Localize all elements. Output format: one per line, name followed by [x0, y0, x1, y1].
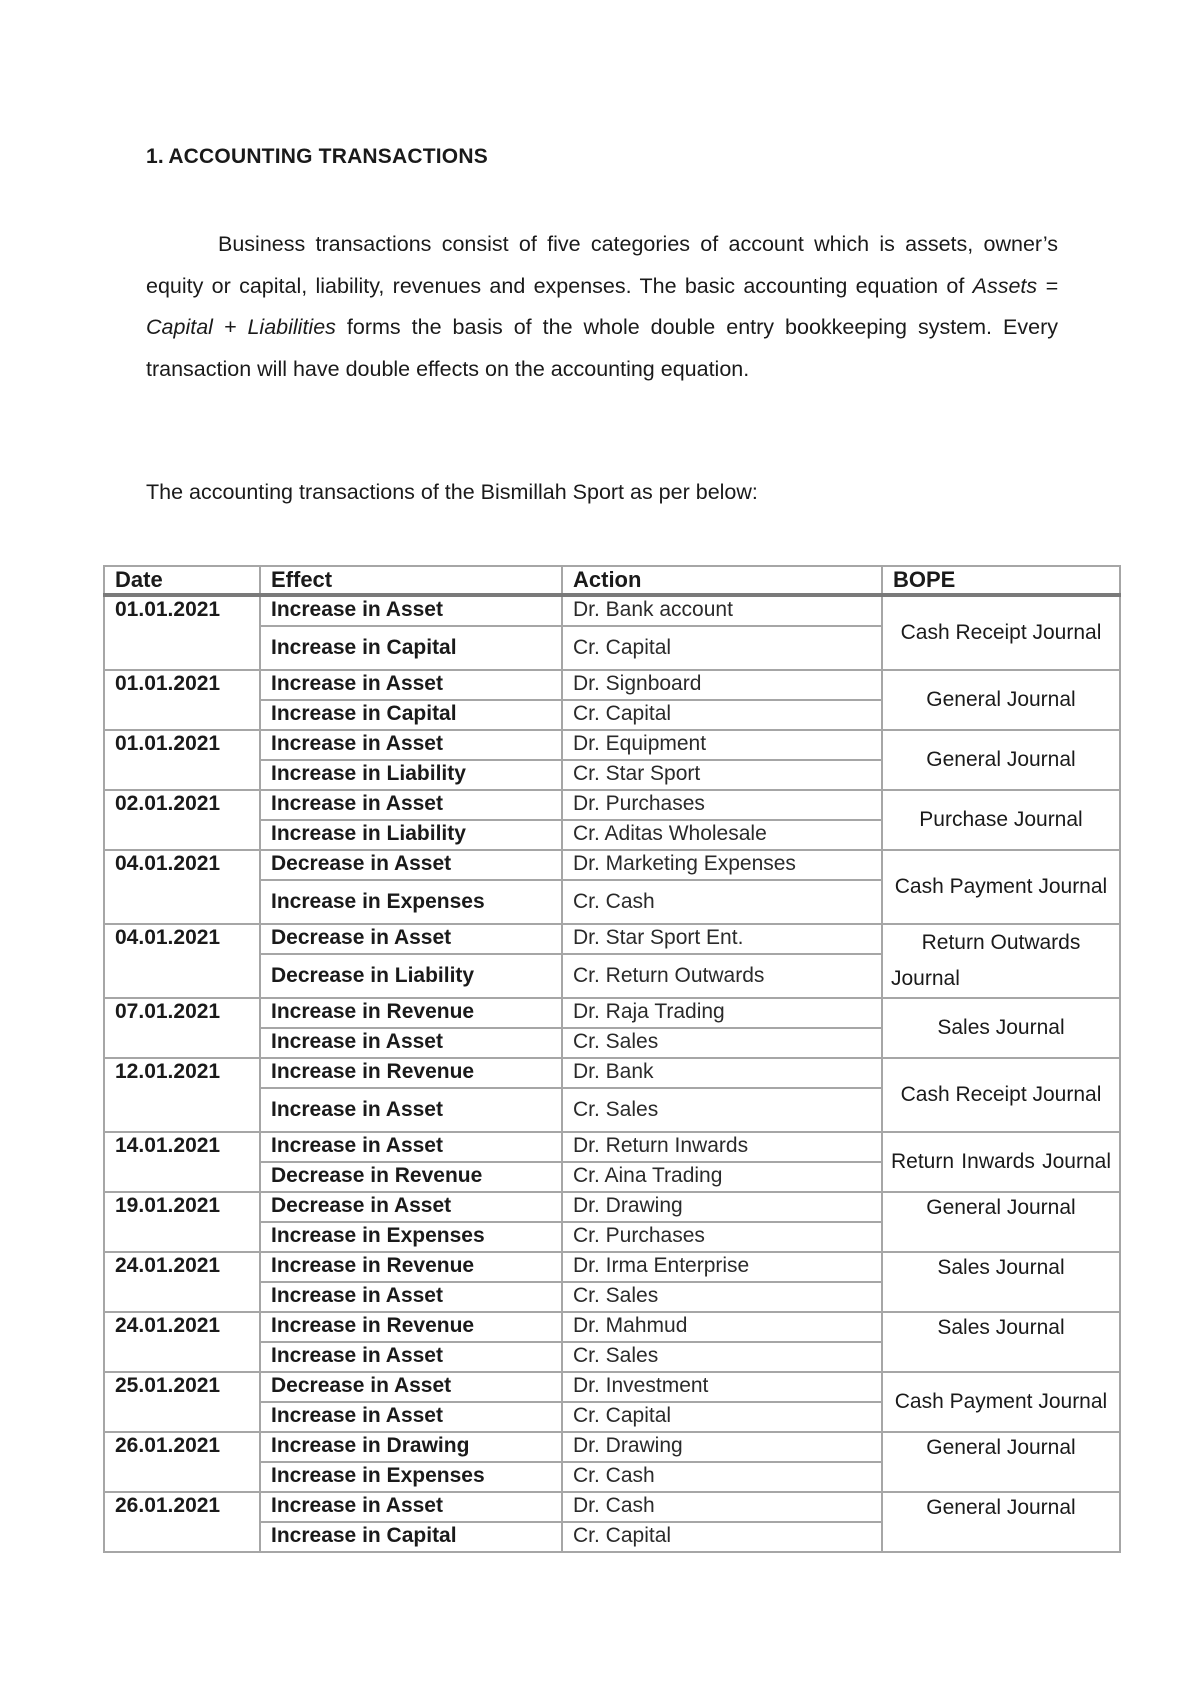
bope-cell: General Journal [882, 670, 1120, 730]
action-cell: Cr. Return Outwards [562, 954, 882, 998]
bope-cell: Return Outwards Journal [882, 924, 1120, 998]
intro-text-part2: forms the basis of the whole double entry bookkeeping system. Every transaction will have double effects on the accounting equation. [146, 315, 1058, 381]
effect-cell: Increase in Asset [260, 1492, 562, 1522]
effect-cell: Increase in Asset [260, 595, 562, 626]
effect-cell: Increase in Asset [260, 730, 562, 760]
header-action: Action [562, 566, 882, 595]
effect-cell: Increase in Expenses [260, 1462, 562, 1492]
action-cell: Dr. Purchases [562, 790, 882, 820]
header-date: Date [104, 566, 260, 595]
effect-cell: Increase in Revenue [260, 1058, 562, 1088]
bope-cell: Sales Journal [882, 1312, 1120, 1372]
action-cell: Dr. Mahmud [562, 1312, 882, 1342]
bope-cell: General Journal [882, 1492, 1120, 1552]
table-row [104, 1432, 1120, 1462]
action-cell: Cr. Cash [562, 880, 882, 924]
effect-cell: Increase in Expenses [260, 880, 562, 924]
date-cell: 04.01.2021 [104, 850, 260, 924]
date-cell: 04.01.2021 [104, 924, 260, 998]
table-row [104, 1372, 1120, 1402]
intro-paragraph [146, 224, 1058, 390]
table-lead-text: The accounting transactions of the Bismillah Sport as per below: [146, 480, 758, 504]
action-cell: Dr. Bank [562, 1058, 882, 1088]
bope-cell: Sales Journal [882, 998, 1120, 1058]
table-row [104, 595, 1120, 626]
bope-cell: Cash Receipt Journal [882, 1058, 1120, 1132]
date-cell: 14.01.2021 [104, 1132, 260, 1192]
effect-cell: Increase in Capital [260, 1522, 562, 1552]
table-row [104, 1058, 1120, 1088]
effect-cell: Decrease in Asset [260, 924, 562, 954]
table-row [104, 1252, 1120, 1282]
action-cell: Dr. Irma Enterprise [562, 1252, 882, 1282]
table-row [104, 998, 1120, 1028]
action-cell: Dr. Return Inwards [562, 1132, 882, 1162]
effect-cell: Increase in Liability [260, 820, 562, 850]
action-cell: Cr. Purchases [562, 1222, 882, 1252]
bope-cell: Sales Journal [882, 1252, 1120, 1312]
action-cell: Cr. Capital [562, 1402, 882, 1432]
action-cell: Cr. Aditas Wholesale [562, 820, 882, 850]
table-row [104, 670, 1120, 700]
header-effect: Effect [260, 566, 562, 595]
date-cell: 01.01.2021 [104, 730, 260, 790]
action-cell: Cr. Capital [562, 626, 882, 670]
action-cell: Dr. Bank account [562, 595, 882, 626]
action-cell: Dr. Drawing [562, 1432, 882, 1462]
date-cell: 02.01.2021 [104, 790, 260, 850]
table-body [104, 595, 1120, 1552]
bope-cell: General Journal [882, 1192, 1120, 1252]
action-cell: Dr. Star Sport Ent. [562, 924, 882, 954]
table-row [104, 850, 1120, 880]
bope-cell: General Journal [882, 1432, 1120, 1492]
header-bope: BOPE [882, 566, 1120, 595]
table-row [104, 1492, 1120, 1522]
bope-cell: Cash Payment Journal [882, 850, 1120, 924]
intro-text-part1: Business transactions consist of five categories of account which is assets, owner’s equity or capital, liability, revenues and expenses. The basic accounting equation of [146, 232, 1058, 298]
table-row [104, 790, 1120, 820]
table-row [104, 1192, 1120, 1222]
date-cell: 26.01.2021 [104, 1432, 260, 1492]
bope-cell: Cash Payment Journal [882, 1372, 1120, 1432]
effect-cell: Decrease in Revenue [260, 1162, 562, 1192]
effect-cell: Increase in Capital [260, 700, 562, 730]
date-cell: 19.01.2021 [104, 1192, 260, 1252]
action-cell: Cr. Sales [562, 1028, 882, 1058]
action-cell: Cr. Capital [562, 700, 882, 730]
table-row [104, 924, 1120, 954]
action-cell: Dr. Cash [562, 1492, 882, 1522]
action-cell: Dr. Investment [562, 1372, 882, 1402]
bope-cell: General Journal [882, 730, 1120, 790]
date-cell: 01.01.2021 [104, 670, 260, 730]
effect-cell: Increase in Capital [260, 626, 562, 670]
effect-cell: Increase in Drawing [260, 1432, 562, 1462]
action-cell: Cr. Cash [562, 1462, 882, 1492]
action-cell: Dr. Raja Trading [562, 998, 882, 1028]
effect-cell: Decrease in Asset [260, 850, 562, 880]
effect-cell: Increase in Revenue [260, 1252, 562, 1282]
action-cell: Dr. Equipment [562, 730, 882, 760]
date-cell: 07.01.2021 [104, 998, 260, 1058]
accounting-equation: Assets = Capital + Liabilities [146, 273, 1058, 339]
effect-cell: Increase in Asset [260, 1282, 562, 1312]
bope-cell: Purchase Journal [882, 790, 1120, 850]
effect-cell: Decrease in Liability [260, 954, 562, 998]
action-cell: Cr. Sales [562, 1342, 882, 1372]
effect-cell: Increase in Asset [260, 1132, 562, 1162]
section-heading: 1. ACCOUNTING TRANSACTIONS [146, 145, 488, 168]
effect-cell: Increase in Asset [260, 1342, 562, 1372]
effect-cell: Increase in Asset [260, 670, 562, 700]
action-cell: Cr. Capital [562, 1522, 882, 1552]
action-cell: Dr. Marketing Expenses [562, 850, 882, 880]
transactions-table [103, 565, 1121, 1553]
effect-cell: Increase in Revenue [260, 998, 562, 1028]
effect-cell: Increase in Asset [260, 790, 562, 820]
effect-cell: Increase in Expenses [260, 1222, 562, 1252]
table-row [104, 1312, 1120, 1342]
effect-cell: Increase in Asset [260, 1028, 562, 1058]
action-cell: Cr. Aina Trading [562, 1162, 882, 1192]
table-row [104, 730, 1120, 760]
action-cell: Dr. Drawing [562, 1192, 882, 1222]
table-header-row [104, 566, 1120, 595]
bope-cell: Cash Receipt Journal [882, 595, 1120, 670]
date-cell: 24.01.2021 [104, 1252, 260, 1312]
date-cell: 25.01.2021 [104, 1372, 260, 1432]
action-cell: Cr. Sales [562, 1282, 882, 1312]
date-cell: 12.01.2021 [104, 1058, 260, 1132]
effect-cell: Increase in Asset [260, 1088, 562, 1132]
effect-cell: Decrease in Asset [260, 1372, 562, 1402]
effect-cell: Increase in Liability [260, 760, 562, 790]
effect-cell: Increase in Revenue [260, 1312, 562, 1342]
effect-cell: Decrease in Asset [260, 1192, 562, 1222]
action-cell: Cr. Star Sport [562, 760, 882, 790]
date-cell: 01.01.2021 [104, 595, 260, 670]
date-cell: 24.01.2021 [104, 1312, 260, 1372]
date-cell: 26.01.2021 [104, 1492, 260, 1552]
effect-cell: Increase in Asset [260, 1402, 562, 1432]
action-cell: Cr. Sales [562, 1088, 882, 1132]
bope-cell: Return Inwards Journal [882, 1132, 1120, 1192]
table-row [104, 1132, 1120, 1162]
action-cell: Dr. Signboard [562, 670, 882, 700]
